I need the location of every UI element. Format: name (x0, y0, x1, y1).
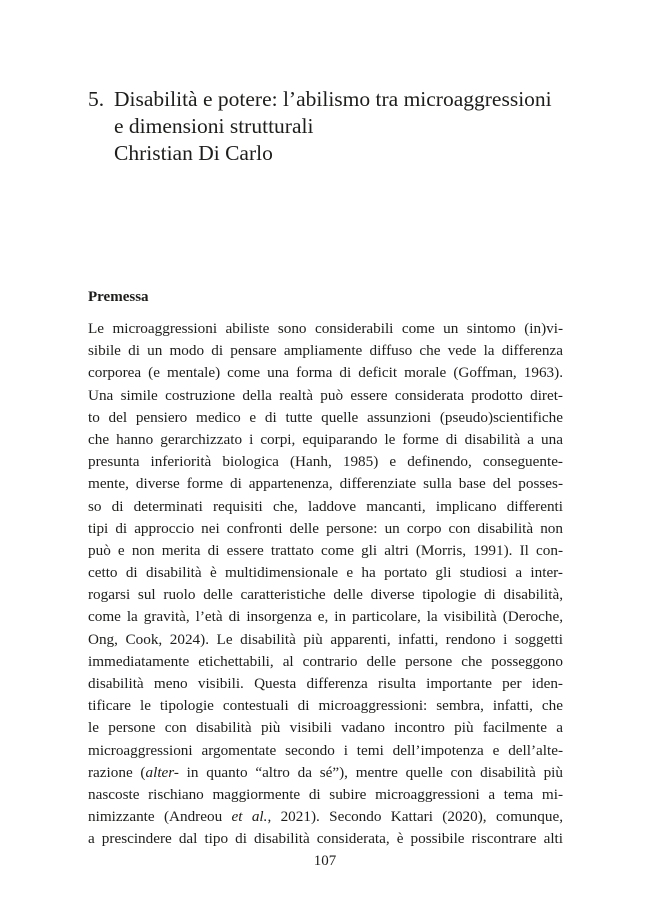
text-line: to del pensiero medico e di tutte quelle assunzioni (pseudo)scientifiche (88, 408, 563, 426)
text-line: a prescindere dal tipo di disabilità considerata, è possibile riscontrare alti (88, 830, 563, 848)
chapter-title-line-1: Disabilità e potere: l’abilismo tra microaggressioni (114, 87, 552, 111)
text-line: so di determinati requisiti che, laddove mancanti, implicano differenti (88, 497, 563, 515)
text-line: le persone con disabilità più visibili vadano incontro più facilmente a (88, 719, 563, 737)
text-line: nimizzante (Andreou et al., 2021). Secondo Kattari (2020), comunque, (88, 808, 563, 826)
text-line: nascoste rischiano maggiormente di subire microaggressioni a tema mi- (88, 785, 563, 803)
text-line: può e non merita di essere trattato come gli altri (Morris, 1991). Il con- (88, 541, 563, 559)
text-line: corporea (e mentale) come una forma di deficit morale (Goffman, 1963). (88, 364, 563, 382)
text-line: Le microaggressioni abiliste sono considerabili come un sintomo (in)vi- (88, 320, 563, 337)
chapter-heading (88, 86, 568, 167)
chapter-title-line-2: e dimensioni strutturali (114, 114, 314, 138)
text-line: come la gravità, l’età di insorgenza e, in particolare, la visibilità (Deroche, (88, 608, 563, 626)
italic-term: alter- (145, 763, 179, 781)
text-line: disabilità meno visibili. Questa differenza risulta importante per iden- (88, 675, 563, 692)
text-line: mente, diverse forme di appartenenza, differenziate sulla base del posses- (88, 475, 563, 493)
text-line: che hanno gerarchizzato i corpi, equiparando le forme di disabilità a una (88, 430, 563, 448)
text-line: razione (alter- in quanto “altro da sé”), mentre quelle con disabilità più (88, 763, 563, 781)
chapter-author: Christian Di Carlo (114, 141, 273, 165)
page-number: 107 (313, 853, 337, 869)
text-line: rogarsi sul ruolo delle caratteristiche delle diverse tipologie di disabilità, (88, 586, 563, 604)
chapter-number: 5. (88, 87, 105, 111)
text-line: tipi di approccio nei confronti delle persone: un corpo con disabilità non (88, 519, 563, 537)
text-line: Una simile costruzione della realtà può essere considerata prodotto diret- (88, 386, 563, 404)
italic-term: et al. (231, 808, 268, 826)
text-line: sibile di un modo di pensare ampliamente diffuso che vede la differenza (88, 342, 563, 360)
body-paragraph (88, 318, 563, 851)
text-line: cetto di disabilità è multidimensionale e ha portato gli studiosi a inter- (88, 564, 563, 582)
text-line: immediatamente etichettabili, al contrario delle persone che posseggono (88, 652, 563, 670)
text-line: presunta inferiorità biologica (Hanh, 1985) e definendo, conseguente- (88, 453, 563, 471)
section-heading: Premessa (88, 289, 149, 305)
text-line: microaggressioni argomentate secondo i temi dell’impotenza e dell’alte- (88, 741, 563, 759)
text-line: Ong, Cook, 2024). Le disabilità più apparenti, infatti, rendono i soggetti (88, 630, 563, 648)
text-line: tificare le tipologie contestuali di microaggressioni: sembra, infatti, che (88, 697, 563, 715)
